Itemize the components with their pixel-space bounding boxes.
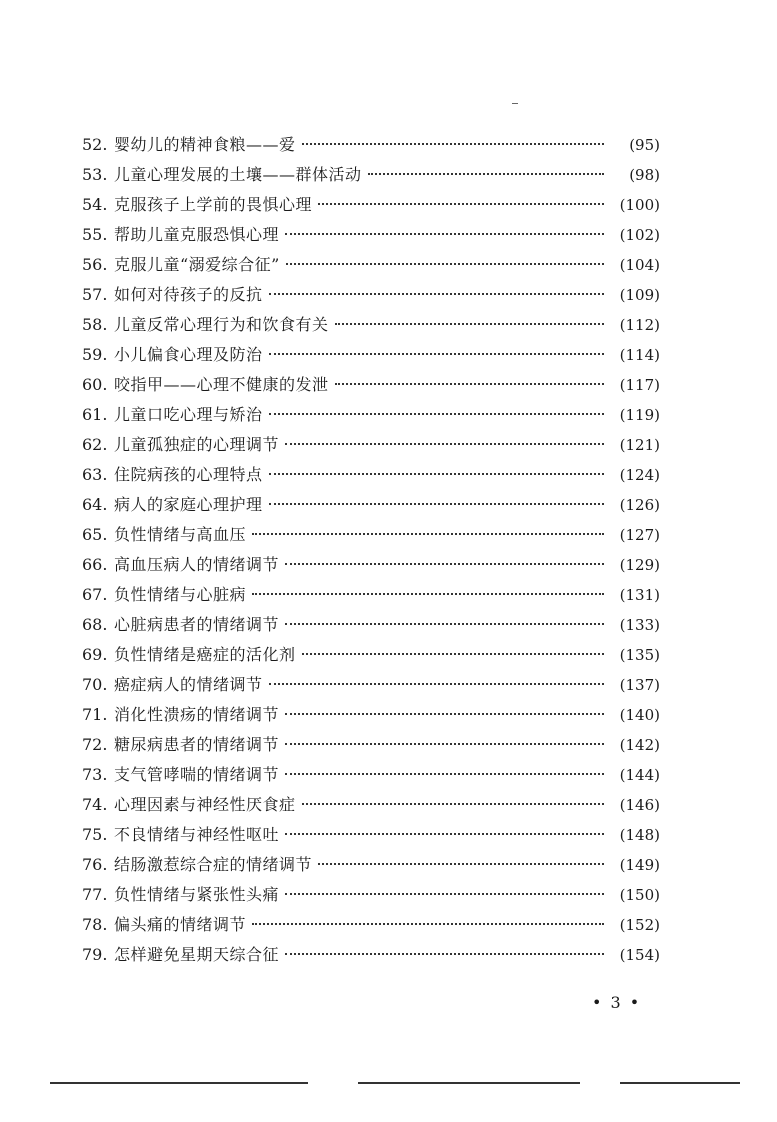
toc-entry-title: 结肠激惹综合症的情绪调节 [114,855,313,874]
toc-entry [82,820,660,850]
toc-entry [82,910,660,940]
toc-entry-page: (102) [619,226,660,244]
toc-entry [82,430,660,460]
dot-leader [252,593,604,595]
toc-entry-number: 63. [82,465,108,484]
toc-entry-title: 癌症病人的情绪调节 [114,675,263,694]
toc-entry [82,250,660,280]
dot-leader [285,773,604,775]
toc-entry-page: (149) [619,856,660,874]
toc-entry-title: 负性情绪与心脏病 [114,585,247,604]
toc-entry-page: (119) [619,406,660,424]
toc-entry-page: (98) [629,166,660,184]
toc-entry [82,520,660,550]
footer-rule-right [620,1082,740,1084]
dot-leader [302,803,604,805]
toc-entry-page: (104) [619,256,660,274]
toc-entry-title: 负性情绪是癌症的活化剂 [114,645,296,664]
dot-leader [318,203,604,205]
toc-entry-number: 76. [82,855,108,874]
toc-entry-page: (148) [619,826,660,844]
toc-entry-title: 咬指甲——心理不健康的发泄 [114,375,329,394]
scan-speck [512,103,518,104]
toc-entry [82,850,660,880]
toc-entry-number: 68. [82,615,108,634]
toc-entry-page: (150) [619,886,660,904]
toc-entry-number: 67. [82,585,108,604]
toc-entry [82,640,660,670]
toc-entry [82,310,660,340]
toc-entry-title: 怎样避免星期天综合征 [114,945,280,964]
toc-entry-title: 儿童孤独症的心理调节 [114,435,280,454]
dot-leader [302,143,604,145]
toc-entry-page: (142) [619,736,660,754]
toc-entry-number: 57. [82,285,108,304]
toc-entry-page: (144) [619,766,660,784]
toc-entry-page: (126) [619,496,660,514]
toc-entry [82,760,660,790]
toc-entry [82,460,660,490]
toc-entry [82,700,660,730]
page-number: • 3 • [592,993,642,1012]
toc-entry-page: (129) [619,556,660,574]
toc-entry-title: 病人的家庭心理护理 [114,495,263,514]
toc-entry-number: 55. [82,225,108,244]
toc-entry-page: (146) [619,796,660,814]
toc-entry-page: (131) [619,586,660,604]
toc-entry-title: 偏头痛的情绪调节 [114,915,247,934]
toc-entry [82,580,660,610]
toc-entry-number: 71. [82,705,108,724]
toc-entry-page: (95) [629,136,660,154]
toc-entry-title: 儿童口吃心理与矫治 [114,405,263,424]
toc-entry-number: 66. [82,555,108,574]
toc-entry-number: 70. [82,675,108,694]
toc-entry-page: (140) [619,706,660,724]
dot-leader [285,743,604,745]
toc-entry-title: 不良情绪与神经性呕吐 [114,825,280,844]
toc-entry-number: 64. [82,495,108,514]
toc-entry-title: 小儿偏食心理及防治 [114,345,263,364]
dot-leader [302,653,604,655]
toc-entry-title: 高血压病人的情绪调节 [114,555,280,574]
footer-rule-left [50,1082,308,1084]
toc-entry [82,940,660,970]
toc-entry-title: 住院病孩的心理特点 [114,465,263,484]
toc-entry-page: (152) [619,916,660,934]
toc-entry-title: 儿童反常心理行为和饮食有关 [114,315,329,334]
footer-rule-middle [358,1082,580,1084]
dot-leader [318,863,604,865]
toc-entry-number: 62. [82,435,108,454]
toc-entry [82,880,660,910]
toc-entry-title: 消化性溃疡的情绪调节 [114,705,280,724]
toc-entry-number: 56. [82,255,108,274]
toc-entry-title: 负性情绪与高血压 [114,525,247,544]
toc-entry-number: 53. [82,165,108,184]
toc-entry-number: 58. [82,315,108,334]
toc-entry-title: 儿童心理发展的土壤——群体活动 [114,165,362,184]
toc-entry [82,550,660,580]
toc-entry-page: (124) [619,466,660,484]
dot-leader [335,323,604,325]
toc-entry-title: 帮助儿童克服恐惧心理 [114,225,280,244]
dot-leader [285,833,604,835]
dot-leader [269,503,604,505]
toc-entry [82,490,660,520]
dot-leader [335,383,604,385]
toc-entry-title: 克服儿童“溺爱综合征” [114,255,280,274]
toc-entry-page: (100) [619,196,660,214]
toc-entry-page: (117) [619,376,660,394]
toc-entry-title: 糖尿病患者的情绪调节 [114,735,280,754]
toc-entry [82,130,660,160]
toc-entry-page: (109) [619,286,660,304]
table-of-contents [82,130,660,970]
toc-entry-number: 59. [82,345,108,364]
toc-entry [82,610,660,640]
dot-leader [368,173,604,175]
dot-leader [252,533,604,535]
dot-leader [285,713,604,715]
toc-entry-number: 54. [82,195,108,214]
toc-entry [82,340,660,370]
toc-entry-number: 60. [82,375,108,394]
toc-entry-title: 婴幼儿的精神食粮——爱 [114,135,296,154]
toc-entry-number: 75. [82,825,108,844]
toc-entry [82,190,660,220]
toc-entry-page: (112) [619,316,660,334]
toc-entry [82,790,660,820]
toc-entry-number: 78. [82,915,108,934]
dot-leader [269,683,604,685]
toc-entry-number: 52. [82,135,108,154]
toc-entry-page: (127) [619,526,660,544]
toc-entry-title: 如何对待孩子的反抗 [114,285,263,304]
dot-leader [269,353,604,355]
dot-leader [285,563,604,565]
dot-leader [252,923,604,925]
toc-entry-number: 73. [82,765,108,784]
toc-entry-number: 77. [82,885,108,904]
dot-leader [285,623,604,625]
dot-leader [269,473,604,475]
toc-entry-number: 72. [82,735,108,754]
toc-entry-title: 克服孩子上学前的畏惧心理 [114,195,313,214]
toc-entry-page: (135) [619,646,660,664]
toc-entry-title: 支气管哮喘的情绪调节 [114,765,280,784]
dot-leader [285,233,604,235]
dot-leader [285,893,604,895]
dot-leader [285,443,604,445]
toc-entry [82,670,660,700]
dot-leader [286,263,604,265]
toc-entry-number: 69. [82,645,108,664]
toc-entry [82,160,660,190]
toc-entry [82,730,660,760]
toc-entry-title: 心脏病患者的情绪调节 [114,615,280,634]
dot-leader [269,293,604,295]
toc-entry-title: 心理因素与神经性厌食症 [114,795,296,814]
toc-entry-number: 65. [82,525,108,544]
toc-entry-page: (133) [619,616,660,634]
dot-leader [285,953,604,955]
toc-entry-page: (137) [619,676,660,694]
toc-entry [82,280,660,310]
toc-entry-title: 负性情绪与紧张性头痛 [114,885,280,904]
dot-leader [269,413,604,415]
toc-entry-number: 74. [82,795,108,814]
toc-entry-number: 61. [82,405,108,424]
toc-entry-number: 79. [82,945,108,964]
toc-entry-page: (121) [619,436,660,454]
toc-entry [82,370,660,400]
toc-entry [82,220,660,250]
toc-entry-page: (114) [619,346,660,364]
toc-entry [82,400,660,430]
toc-entry-page: (154) [619,946,660,964]
